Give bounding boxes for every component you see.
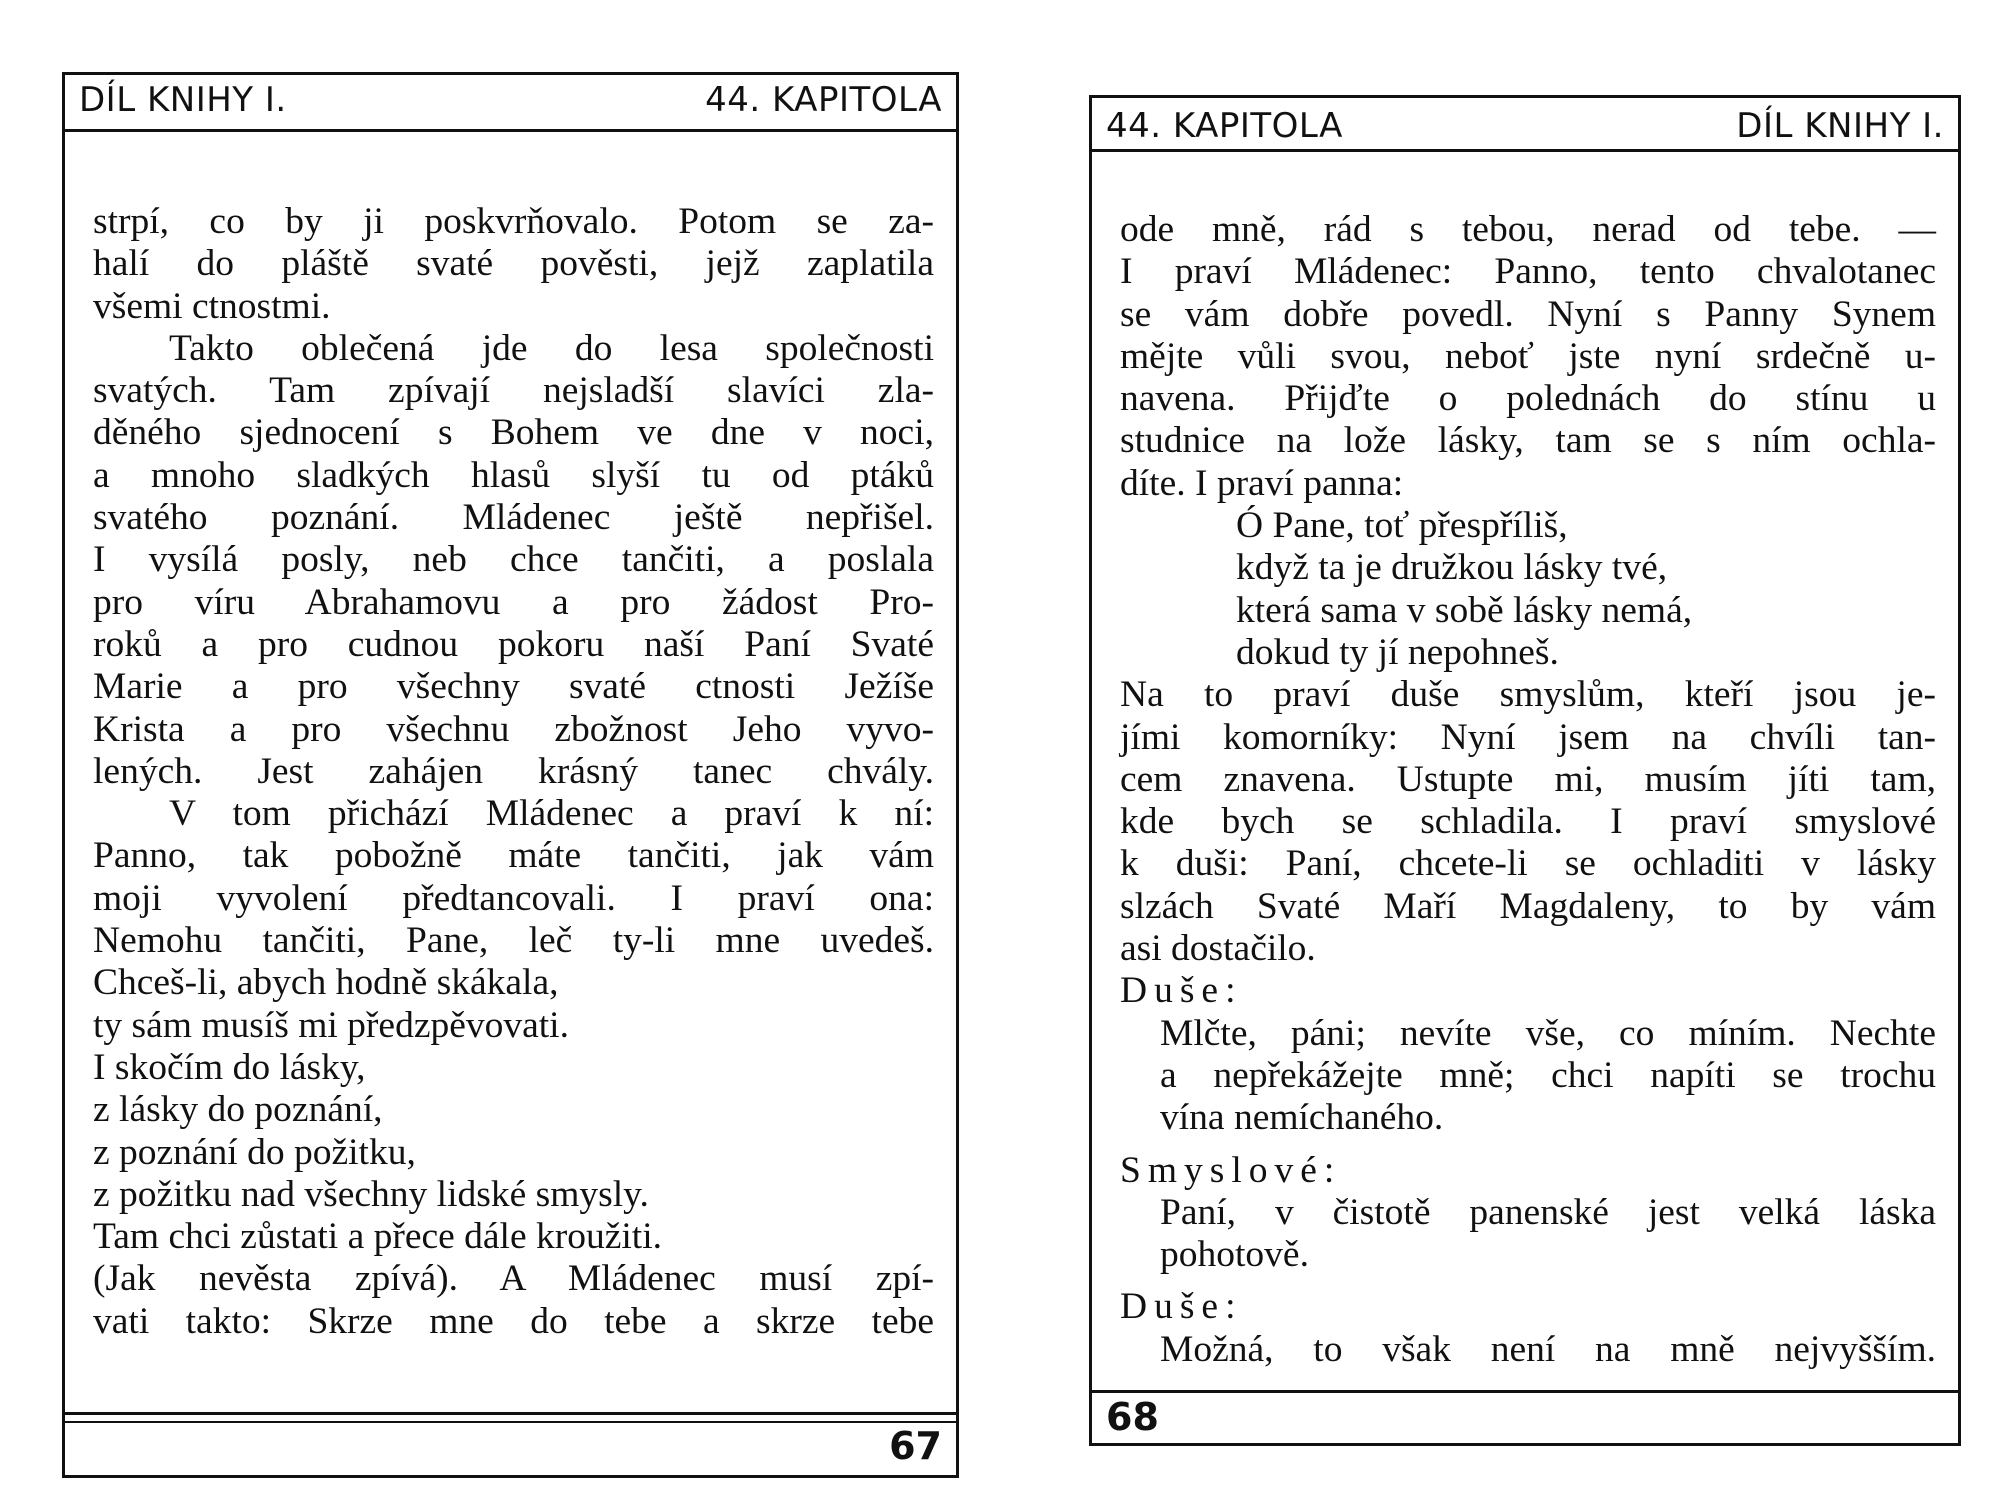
verse-line: dokud ty jí nepohneš. (1236, 631, 1559, 673)
book-page-right (1089, 95, 1961, 1446)
text-line: Panno, tak pobožně máte tančiti, jak vám (93, 835, 934, 877)
text-line: svatého poznání. Mládenec ještě nepřišel. (93, 497, 934, 539)
verse-line: Chceš-li, abych hodně skákala, (93, 962, 559, 1004)
text-line: mějte vůli svou, neboť jste nyní srdečně u- (1120, 335, 1936, 377)
footer-rule (1092, 1390, 1958, 1393)
verse-line: když ta je družkou lásky tvé, (1236, 547, 1668, 589)
text-line: moji vyvolení předtancovali. I praví ona: (93, 877, 934, 919)
header-part-title: DÍL KNIHY I. (1736, 106, 1944, 146)
text-line: jími komorníky: Nyní jsem na chvíli tan- (1120, 716, 1936, 758)
text-line: svatých. Tam zpívají nejsladší slavíci zla- (93, 370, 934, 412)
speaker-label: Duše: (1120, 970, 1243, 1012)
page-text (93, 201, 934, 1343)
text-line: díte. I praví panna: (1120, 462, 1404, 504)
text-line: všemi ctnostmi. (93, 285, 331, 327)
page-text (1120, 209, 1936, 1371)
running-header (1106, 106, 1944, 146)
text-line: k duši: Paní, chcete-li se ochladiti v lásky (1120, 843, 1936, 885)
verse-line: ty sám musíš mi předzpěvovati. (93, 1004, 569, 1046)
text-line: studnice na lože lásky, tam se s ním ochla- (1120, 420, 1936, 462)
text-line: Nemohu tančiti, Pane, leč ty-li mne uvedeš. (93, 920, 934, 962)
text-line: Na to praví duše smyslům, kteří jsou je- (1120, 674, 1936, 716)
text-line: cem znavena. Ustupte mi, musím jíti tam, (1120, 758, 1936, 800)
text-line: Takto oblečená jde do lesa společnosti (169, 327, 934, 369)
dialogue-line: vína nemíchaného. (1160, 1097, 1444, 1139)
verse-line: z požitku nad všechny lidské smysly. (93, 1173, 649, 1215)
dialogue-line: pohotově. (1160, 1234, 1309, 1276)
page-number: 67 (889, 1424, 942, 1468)
dialogue-line: Možná, to však není na mně nejvyšším. (1160, 1328, 1936, 1370)
text-line: a mnoho sladkých hlasů slyší tu od ptáků (93, 454, 934, 496)
text-line: strpí, co by ji poskvrňovalo. Potom se za- (93, 201, 934, 242)
header-bottom-rule (65, 129, 956, 132)
footer-rule-thin (65, 1421, 956, 1423)
text-line: děného sjednocení s Bohem ve dne v noci, (93, 412, 934, 454)
dialogue-line: a nepřekážejte mně; chci napíti se trochu (1160, 1054, 1936, 1096)
text-line: (Jak nevěsta zpívá). A Mládenec musí zpí- (93, 1258, 934, 1300)
text-line: asi dostačilo. (1120, 928, 1316, 970)
verse-line: I skočím do lásky, (93, 1046, 366, 1088)
header-part-title: DÍL KNIHY I. (79, 80, 287, 120)
text-line: Krista a pro všechnu zbožnost Jeho vyvo- (93, 708, 934, 750)
verse-line: z lásky do poznání, (93, 1089, 383, 1131)
text-line: ode mně, rád s tebou, nerad od tebe. — (1120, 209, 1936, 250)
text-line: vati takto: Skrze mne do tebe a skrze tebe (93, 1300, 934, 1342)
text-line: I vysílá posly, neb chce tančiti, a poslala (93, 539, 934, 581)
dialogue-line: Paní, v čistotě panenské jest velká láska (1160, 1191, 1936, 1233)
header-chapter-title: 44. KAPITOLA (1106, 106, 1343, 146)
text-line: V tom přichází Mládenec a praví k ní: (169, 793, 934, 835)
text-line: roků a pro cudnou pokoru naší Paní Svaté (93, 623, 934, 665)
text-line: halí do pláště svaté pověsti, jejž zaplatila (93, 243, 934, 285)
text-line: kde bych se schladila. I praví smyslové (1120, 801, 1936, 843)
speaker-label: Smyslové: (1120, 1149, 1342, 1191)
text-line: pro víru Abrahamovu a pro žádost Pro- (93, 581, 934, 623)
verse-line: z poznání do požitku, (93, 1131, 416, 1173)
header-top-rule (1092, 95, 1958, 98)
header-top-rule (65, 72, 956, 75)
verse-line: Tam chci zůstati a přece dále kroužiti. (93, 1216, 662, 1258)
dialogue-line: Mlčte, páni; nevíte vše, co míním. Nechte (1160, 1012, 1936, 1054)
header-chapter-title: 44. KAPITOLA (705, 80, 942, 120)
speaker-label: Duše: (1120, 1286, 1243, 1328)
header-bottom-rule (1092, 149, 1958, 152)
page-number: 68 (1106, 1395, 1159, 1439)
text-line: slzách Svaté Maří Magdaleny, to by vám (1120, 885, 1936, 927)
text-line: navena. Přijďte o polednách do stínu u (1120, 378, 1936, 420)
footer-rule (65, 1412, 956, 1415)
verse-line: která sama v sobě lásky nemá, (1236, 589, 1693, 631)
text-line: Marie a pro všechny svaté ctnosti Ježíše (93, 666, 934, 708)
running-header (79, 80, 942, 120)
text-line: lených. Jest zahájen krásný tanec chvály. (93, 750, 934, 792)
text-line: se vám dobře povedl. Nyní s Panny Synem (1120, 293, 1936, 335)
text-line: I praví Mládenec: Panno, tento chvalotanec (1120, 251, 1936, 293)
verse-line: Ó Pane, toť přespříliš, (1236, 505, 1568, 547)
book-page-left (62, 72, 959, 1478)
